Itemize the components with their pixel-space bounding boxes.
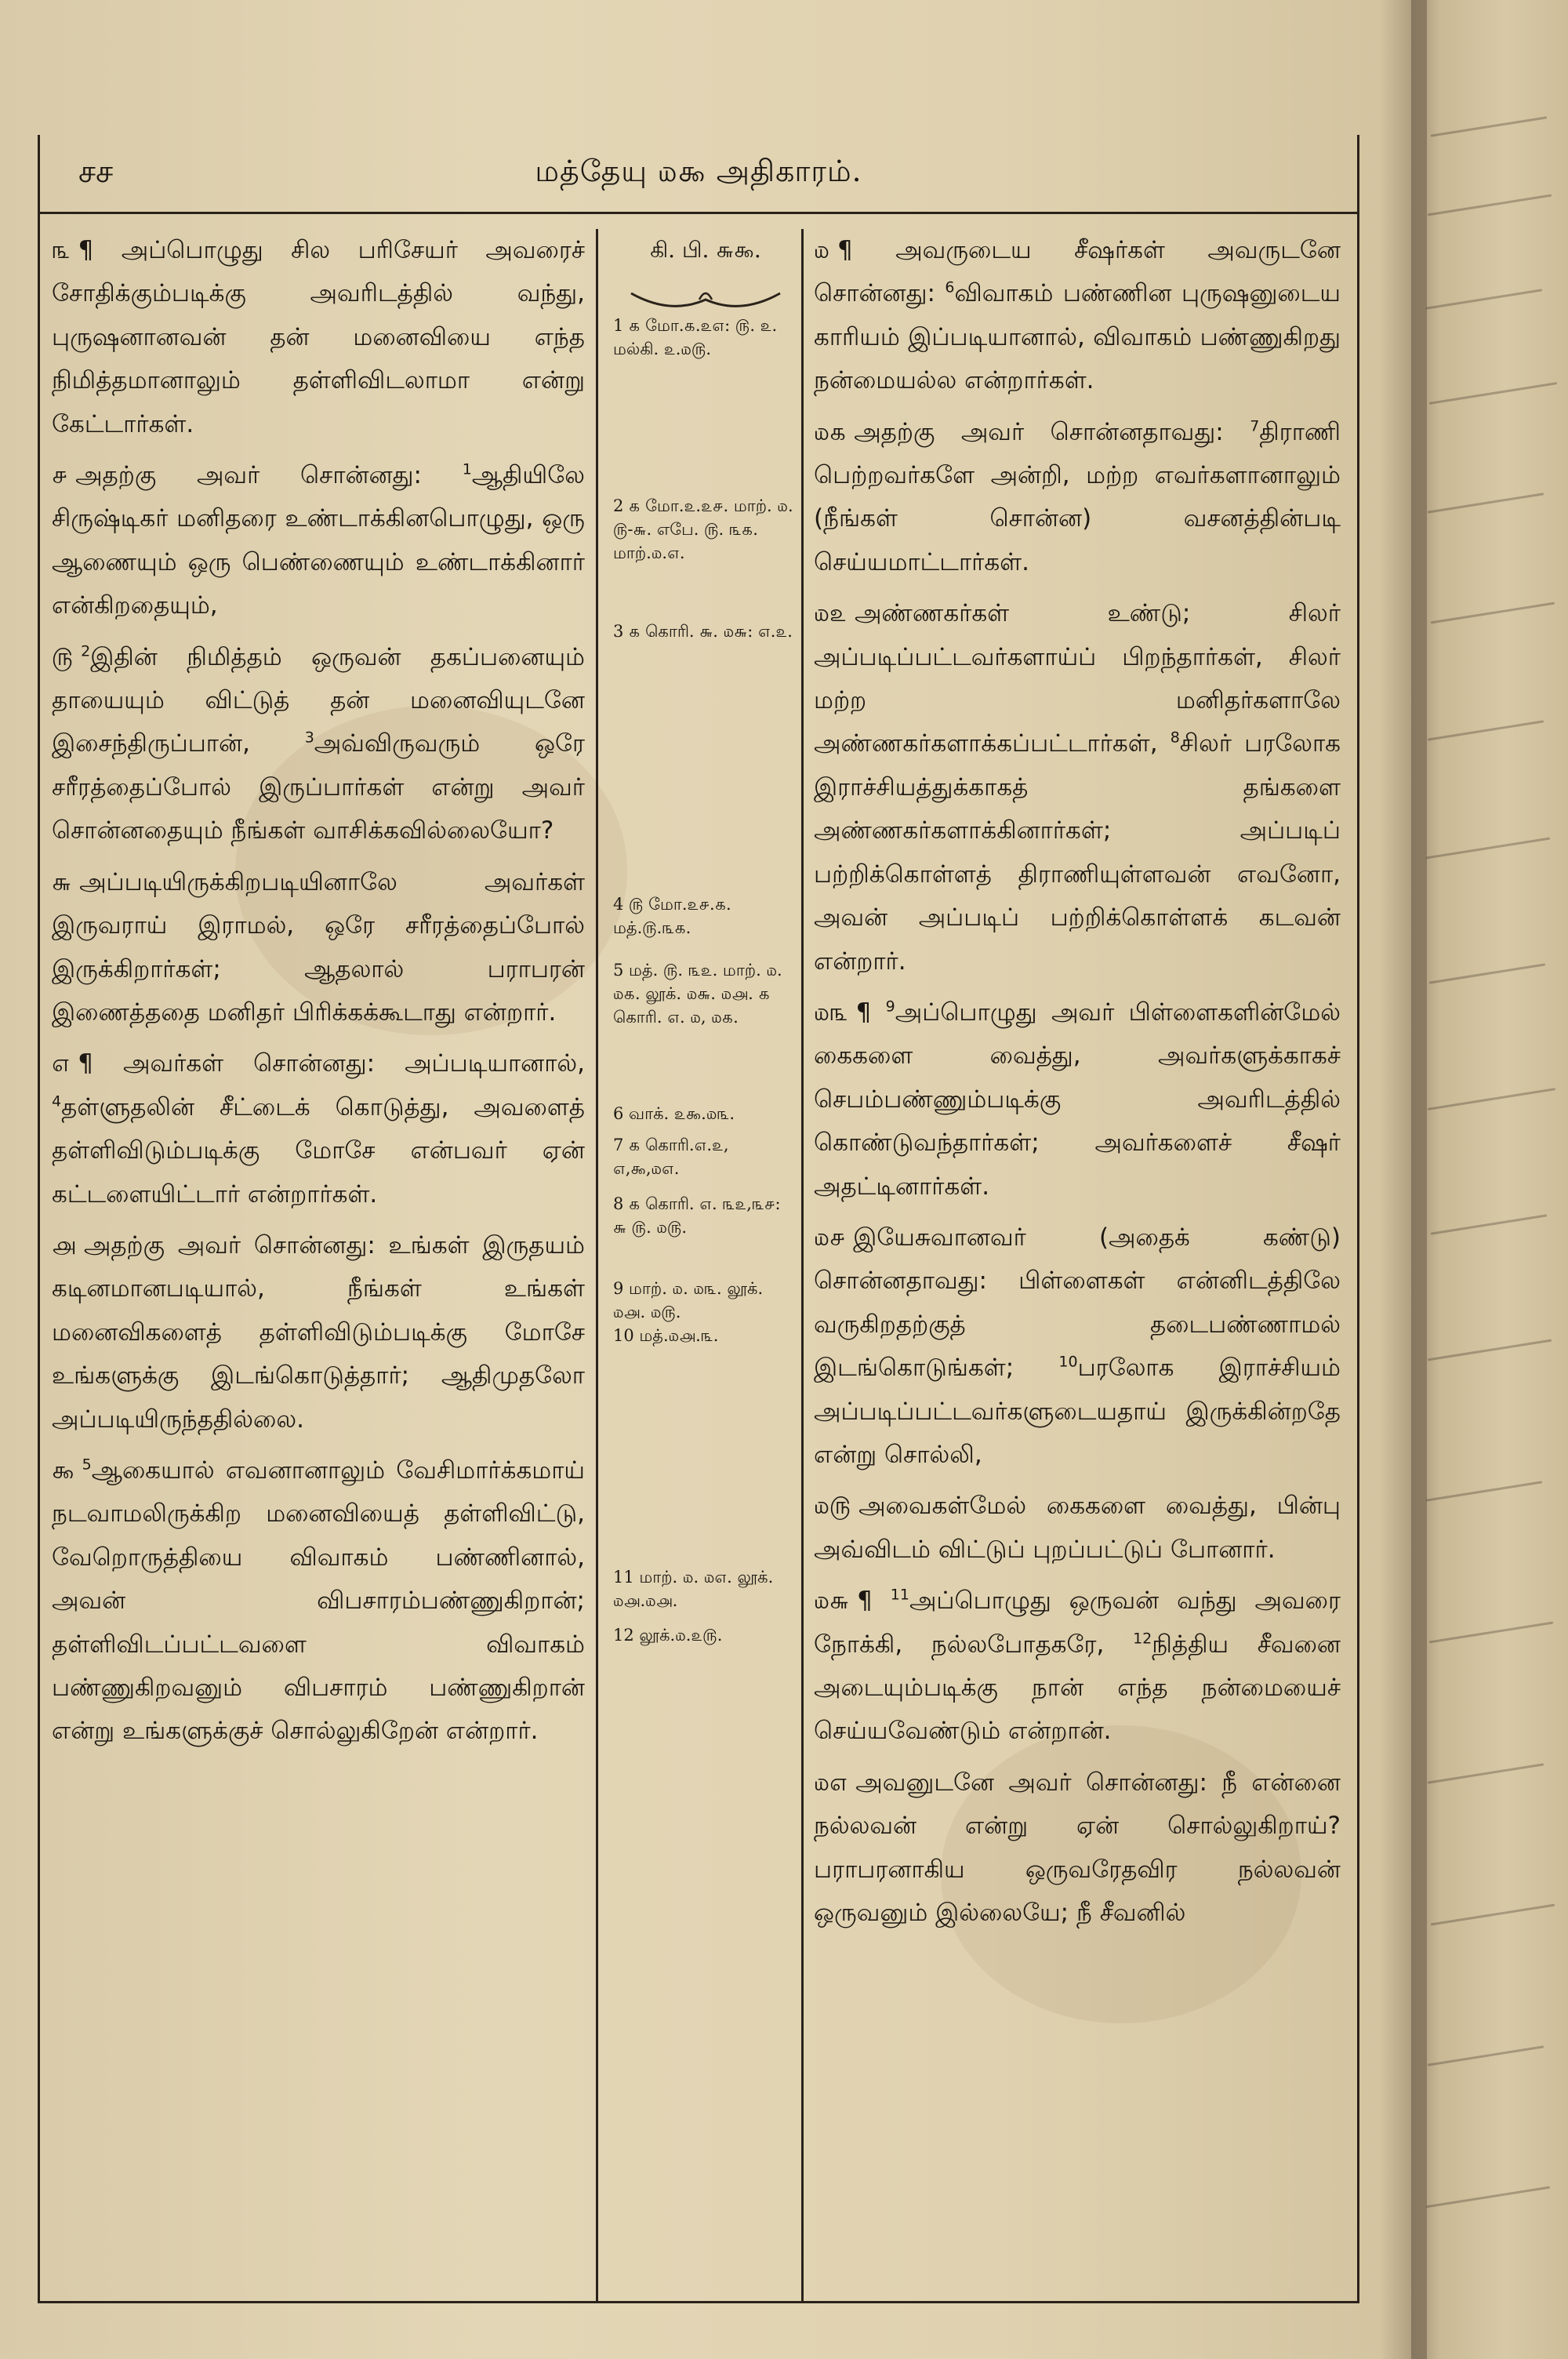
verse-number: ௰௨ (814, 599, 847, 628)
verse-number: ௰௧ (814, 417, 847, 446)
running-title: மத்தேயு ௰௯ அதிகாரம். (535, 154, 862, 188)
verse-number: ௰௭ (814, 1768, 848, 1797)
footnote-marker: 7 (1250, 417, 1260, 435)
cross-reference: 2 ௧ மோ.௨.௨௪. மாற். ௰. ௫-௬. எபே. ௫. ௩௧. மாற்.௰.௭. (613, 496, 793, 562)
verse-text: ஆதியிலே சிருஷ்டிகர் மனிதரை உண்டாக்கினபொழுது, ஒரு ஆணையும் ஒரு பெண்ணையும் உண்டாக்கினார் என்கிறதையும், (52, 461, 585, 620)
verse-text: ¶ அவருடைய சீஷர்கள் அவருடனே சொன்னது: (814, 236, 1341, 308)
right-text-column (814, 229, 1341, 1943)
footnote-marker: 8 (1170, 729, 1180, 747)
verse-text: ¶ (857, 1587, 891, 1616)
cross-reference: 1 ௧ மோ.௧.௨௭: ௫. ௨. மல்கி. ௨.௰௫. (613, 316, 778, 358)
verse-paragraph (814, 1485, 1341, 1572)
cross-reference: 6 வாக். ௨௯.௰௩. (613, 1104, 735, 1123)
column-rule-left (596, 229, 598, 2301)
verse-number: ௫ (52, 642, 74, 671)
ornament-divider (627, 284, 784, 315)
facing-page-edge (1411, 0, 1568, 2359)
cross-reference: 3 ௧ கொரி. ௬. ௰௬: ௭.௨. (613, 622, 793, 641)
footnote-marker: 10 (1058, 1353, 1078, 1371)
verse-paragraph (52, 636, 585, 853)
verse-number: ௰௩ (814, 998, 848, 1027)
column-rule-right (801, 229, 804, 2301)
verse-text: விவாகம் பண்ணின புருஷனுடைய காரியம் இப்படியானால், விவாகம் பண்ணுகிறது நன்மையல்ல என்றார்கள். (814, 279, 1341, 395)
verse-number: ௩ (52, 236, 71, 264)
footnote-marker: 1 (462, 460, 472, 478)
verse-paragraph (814, 1579, 1341, 1754)
verse-text: அவனுடனே அவர் சொன்னது: நீ என்னை நல்லவன் என்று ஏன் சொல்லுகிறாய்? பராபரனாகிய ஒருவரேதவிர நல்லவன் ஒருவனும் இல்லையே; நீ சீவனில் (814, 1768, 1341, 1928)
verse-text: தள்ளுதலின் சீட்டைக் கொடுத்து, அவளைத் தள்ளிவிடும்படிக்கு மோசே என்பவர் ஏன் கட்டளையிட்டார் என்றார்கள். (52, 1092, 585, 1209)
cross-reference: 10 மத்.௰௮.௩. (613, 1326, 719, 1345)
verse-number: ௮ (52, 1230, 76, 1259)
verse-paragraph (52, 229, 585, 446)
footnote-marker: 2 (81, 642, 91, 660)
verse-paragraph (814, 1216, 1341, 1477)
footnote-marker: 9 (885, 998, 895, 1016)
verse-text: அதற்கு அவர் சொன்னதாவது: (854, 417, 1250, 446)
page-number: சச (78, 154, 114, 190)
verse-paragraph (52, 861, 585, 1035)
verse-number: ௰௬ (814, 1587, 850, 1616)
verse-text: ஆகையால் எவனானாலும் வேசிமார்க்கமாய் நடவாமலிருக்கிற மனைவியைத் தள்ளிவிட்டு, வேறொருத்தியை விவாகம் பண்ணினால், அவன் விபசாரம்பண்ணுகிறான்; தள்ளிவிடப்பட்டவளை விவாகம் பண்ணுகிறவனும் விபசாரம் பண்ணுகிறான் என்று உங்களுக்குச் சொல்லுகிறேன் என்றார். (52, 1456, 585, 1746)
verse-text: ¶ (855, 998, 886, 1027)
verse-paragraph (52, 454, 585, 628)
verse-paragraph (814, 229, 1341, 403)
verse-text: அப்பொழுது அவர் பிள்ளைகளின்மேல் கைகளை வைத்து, அவர்களுக்காகச் செபம்பண்ணும்படிக்கு அவரிடத்தில் கொண்டுவந்தார்கள்; அவர்களைச் சீஷர் அதட்டினார்கள். (814, 998, 1341, 1201)
binding-shadow (1380, 0, 1427, 2359)
verse-number: ௯ (52, 1456, 74, 1485)
verse-paragraph (52, 1042, 585, 1216)
verse-paragraph (814, 411, 1341, 585)
left-text-column (52, 229, 585, 1761)
cross-reference: 8 ௧ கொரி. ௭. ௩௨,௩௪: ௬ ௫. ௰௫. (613, 1194, 781, 1237)
verse-number: ௪ (52, 461, 68, 490)
verse-text: இதின் நிமித்தம் ஒருவன் தகப்பனையும் தாயையும் விட்டுத் தன் மனைவியுடனே இசைந்திருப்பான், (52, 642, 585, 758)
cross-reference: 12 லூக்.௰.௨௫. (613, 1626, 723, 1645)
verse-number: ௰௫ (814, 1492, 851, 1521)
footnote-marker: 12 (1133, 1630, 1152, 1648)
cross-reference: 7 ௧ கொரி.௭.௨, ௭,௯,௰௭. (613, 1136, 729, 1178)
verse-text: அவ்விருவரும் ஒரே சரீரத்தைப்போல் இருப்பார்கள் என்று அவர் சொன்னதையும் நீங்கள் வாசிக்கவில்லையோ? (52, 729, 585, 845)
verse-number: ௰௪ (814, 1223, 846, 1252)
cross-reference: 9 மாற். ௰. ௰௩. லூக். ௰௮. ௰௫. (613, 1279, 764, 1321)
verse-text: சிலர் பரலோக இராச்சியத்துக்காகத் தங்களை அண்ணகர்களாக்கினார்கள்; அப்படிப் பற்றிக்கொள்ளத் திராணியுள்ளவன் எவனோ, அவன் அப்படிப் பற்றிக்கொள்ளக் கடவன் என்றார். (814, 729, 1341, 976)
margin-date-heading: கி. பி. ௬௯. (650, 237, 761, 263)
verse-paragraph (52, 1449, 585, 1754)
verse-paragraph (814, 1761, 1341, 1936)
verse-text: அப்பொழுது ஒருவன் வந்து அவரை நோக்கி, நல்லபோதகரே, (814, 1587, 1341, 1659)
cross-reference: 4 ௫ மோ.௨௪.௧. மத்.௫.௩௧. (613, 895, 731, 937)
footnote-marker: 6 (945, 279, 955, 297)
footnote-marker: 5 (82, 1456, 92, 1474)
footnote-marker: 11 (890, 1586, 909, 1604)
cross-reference: 11 மாற். ௰. ௰௭. லூக். ௰௮.௰௮. (613, 1568, 774, 1610)
verse-text: அதற்கு அவர் சொன்னது: (75, 461, 463, 490)
footnote-marker: 4 (52, 1092, 62, 1110)
page-header (38, 149, 1359, 214)
verse-paragraph (814, 592, 1341, 983)
verse-text: அதற்கு அவர் சொன்னது: உங்கள் இருதயம் கடினமானபடியால், நீங்கள் உங்கள் மனைவிகளைத் தள்ளிவிடும்படிக்கு மோசே உங்களுக்கு இடங்கொடுத்தார்; ஆதிமுதலோ அப்படியிருந்ததில்லை. (52, 1230, 585, 1434)
footnote-marker: 3 (304, 729, 314, 747)
verse-number: ௭ (52, 1049, 71, 1078)
verse-text: அப்படியிருக்கிறபடியினாலே அவர்கள் இருவராய் இராமல், ஒரே சரீரத்தைப்போல் இருக்கிறார்கள்; ஆதலால் பராபரன் இணைத்ததை மனிதர் பிரிக்கக்கூடாது என்றார். (52, 867, 585, 1027)
verse-paragraph (814, 991, 1341, 1209)
verse-number: ௬ (52, 867, 72, 896)
cross-reference: 5 மத். ௫. ௩௨. மாற். ௰. ௰௧. லூக். ௰௬. ௰௮. ௧ கொரி. ௭. ௰, ௰௧. (613, 961, 782, 1027)
verse-text: ¶ அப்பொழுது சில பரிசேயர் அவரைச் சோதிக்கும்படிக்கு அவரிடத்தில் வந்து, புருஷனானவன் தன் மனைவியை எந்த நிமித்தமானாலும் தள்ளிவிடலாமா என்று கேட்டார்கள். (52, 236, 585, 438)
verse-text: திராணி பெற்றவர்களே அன்றி, மற்ற எவர்களானாலும் (நீங்கள் சொன்ன) வசனத்தின்படி செய்யமாட்டார்கள். (814, 417, 1341, 576)
verse-text: இயேசுவானவர் (அதைக் கண்டு) சொன்னதாவது: பிள்ளைகள் என்னிடத்திலே வருகிறதற்குத் தடைபண்ணாமல் இடங்கொடுங்கள்; (814, 1223, 1341, 1383)
verse-number: ௰ (814, 236, 830, 264)
verse-text: பரலோக இராச்சியம் அப்படிப்பட்டவர்களுடையதாய் இருக்கின்றதே என்று சொல்லி, (814, 1354, 1341, 1469)
verse-text: ¶ அவர்கள் சொன்னது: அப்படியானால், (78, 1049, 585, 1078)
verse-text: அண்ணகர்கள் உண்டு; சிலர் அப்படிப்பட்டவர்களாய்ப் பிறந்தார்கள், சிலர் மற்ற மனிதர்களாலே அண்ணகர்களாக்கப்பட்டார்கள், (814, 599, 1341, 758)
verse-text: அவைகள்மேல் கைகளை வைத்து, பின்பு அவ்விடம் விட்டுப் புறப்பட்டுப் போனார். (814, 1492, 1341, 1564)
verse-text: நித்திய சீவனை அடையும்படிக்கு நான் எந்த நன்மையைச் செய்யவேண்டும் என்றான். (814, 1630, 1341, 1746)
verse-paragraph (52, 1224, 585, 1441)
